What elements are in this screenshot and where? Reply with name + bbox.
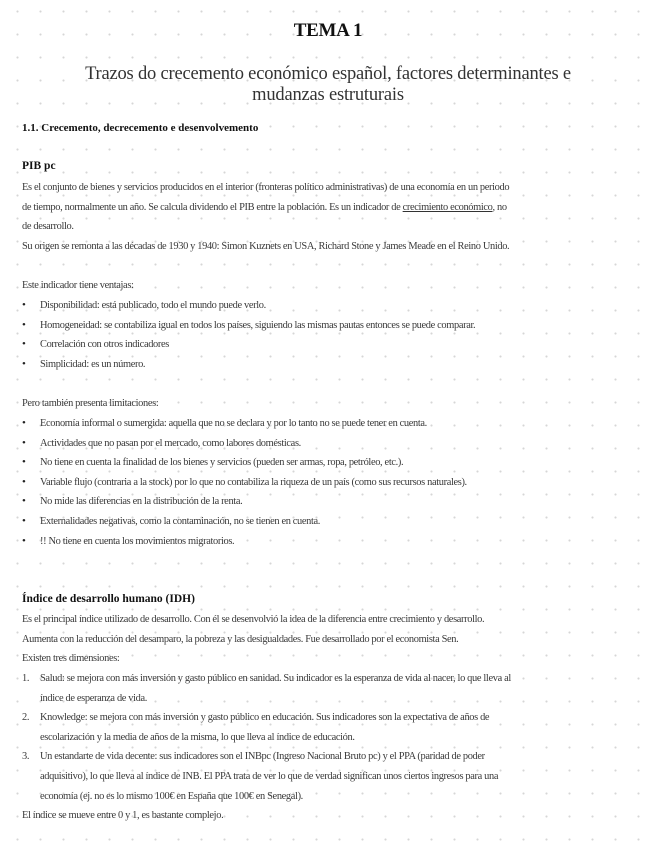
dimension-line: Knowledge: se mejora con más inversión y gasto público en educación. Sus indicadores son la expectativa de años de: [40, 712, 490, 724]
subtitle-line-2: mudanzas estruturais: [252, 85, 404, 105]
idh-heading: Índice de desarrollo humano (IDH): [22, 593, 195, 605]
idh-line-3: Existen tres dimensiones:: [22, 653, 120, 665]
limitations-intro: Pero también presenta limitaciones:: [22, 398, 159, 409]
pib-def-line-2-end: , no: [492, 201, 507, 213]
dimension-item-knowledge: [22, 708, 634, 747]
dimension-line: economía (ej. no es lo mismo 100€ en España que 100€ en Senegal).: [40, 790, 303, 802]
subtitle-line-1: Trazos do crecemento económico español, factores determinantes e: [85, 64, 571, 84]
list-item: • No mide las diferencias en la distribución de la renta.: [22, 492, 634, 512]
dimension-line: índice de esperanza de vida.: [40, 692, 148, 704]
item-number: 1.: [22, 673, 30, 684]
dimension-item-health: [22, 669, 634, 708]
idh-line-2: Aumenta con la reducción del desamparo, la pobreza y las desigualdades. Fue desarrollado por el economista Sen.: [22, 633, 459, 645]
idh-closing: El índice se mueve entre 0 y 1, es bastante complejo.: [22, 810, 224, 821]
list-item: • Simplicidad: es un número.: [22, 355, 634, 375]
pib-heading: PIB pc: [22, 160, 56, 172]
pib-definition: [22, 178, 634, 256]
advantages-list: [22, 296, 634, 374]
list-item: • Economía informal o sumergida: aquella que no se declara y por lo tanto no se puede tener en cuenta.: [22, 414, 634, 434]
item-number: 3.: [22, 751, 30, 763]
pib-def-line-2: de tiempo, normalmente un año. Se calcula dividendo el PIB entre la población. Es un indicador de: [22, 201, 403, 213]
crecimiento-economico-link[interactable]: crecimiento económico: [402, 201, 493, 213]
pib-def-line-3: de desarrollo.: [22, 221, 74, 233]
pib-def-line-1: Es el conjunto de bienes y servicios producidos en el interior (fronteras político administrativas) de una economía en un periodo: [22, 182, 510, 193]
dimension-line: adquisitivo), lo que lleva al índice de INB. El PPA trata de ver lo que de verdad significan unos ciertos ingresos para una: [40, 770, 499, 782]
dimension-line: escolarización y la media de años de la misma, lo que lleva al índice de educación.: [40, 731, 355, 743]
list-item: • No tiene en cuenta la finalidad de los bienes y servicios (pueden ser armas, ropa, petróleo, etc.).: [22, 453, 634, 473]
pib-origin: Su origen se remonta a las décadas de 1930 y 1940: Simon Kuznets en USA, Richard Stone y James Meade en el Reino Unido.: [22, 240, 510, 252]
advantages-intro: Este indicador tiene ventajas:: [22, 280, 134, 291]
limitations-list: [22, 414, 634, 551]
list-item: • !! No tiene en cuenta los movimientos migratorios.: [22, 532, 634, 552]
list-item: • Disponibilidad: está publicado, todo el mundo puede verlo.: [22, 296, 634, 316]
list-item: • Actividades que no pasan por el mercado, como labores domésticas.: [22, 434, 634, 454]
dimension-line: Salud: se mejora con más inversión y gasto público en sanidad. Su indicador es la esperanza de vida al nacer, lo que lleva al: [40, 673, 511, 684]
section-heading: 1.1. Crecemento, decrecemento e desenvolvemento: [22, 122, 259, 134]
dimensions-list: [22, 669, 634, 806]
list-item: • Homogeneidad: se contabiliza igual en todos los países, siguiendo las mismas pautas entonces se puede comparar.: [22, 316, 634, 336]
dimension-item-living-standard: [22, 747, 634, 806]
dimension-line: Un estandarte de vida decente: sus indicadores son el INBpc (Ingreso Nacional Bruto pc) y el PPA (paridad de poder: [40, 751, 485, 763]
list-item: • Correlación con otros indicadores: [22, 335, 634, 355]
idh-line-1: Es el principal índice utilizado de desarrollo. Con él se desenvolvió la idea de la diferencia entre crecimiento y desarrollo.: [22, 614, 485, 625]
item-number: 2.: [22, 712, 30, 724]
list-item: • Externalidades negativas, como la contaminación, no se tienen en cuenta.: [22, 512, 634, 532]
document-subtitle: [20, 64, 636, 106]
document-title: TEMA 1: [293, 20, 363, 41]
idh-intro: [22, 610, 634, 669]
list-item: • Variable flujo (contraria a la stock) por lo que no contabiliza la riqueza de un país (como sus recursos naturales).: [22, 473, 634, 493]
